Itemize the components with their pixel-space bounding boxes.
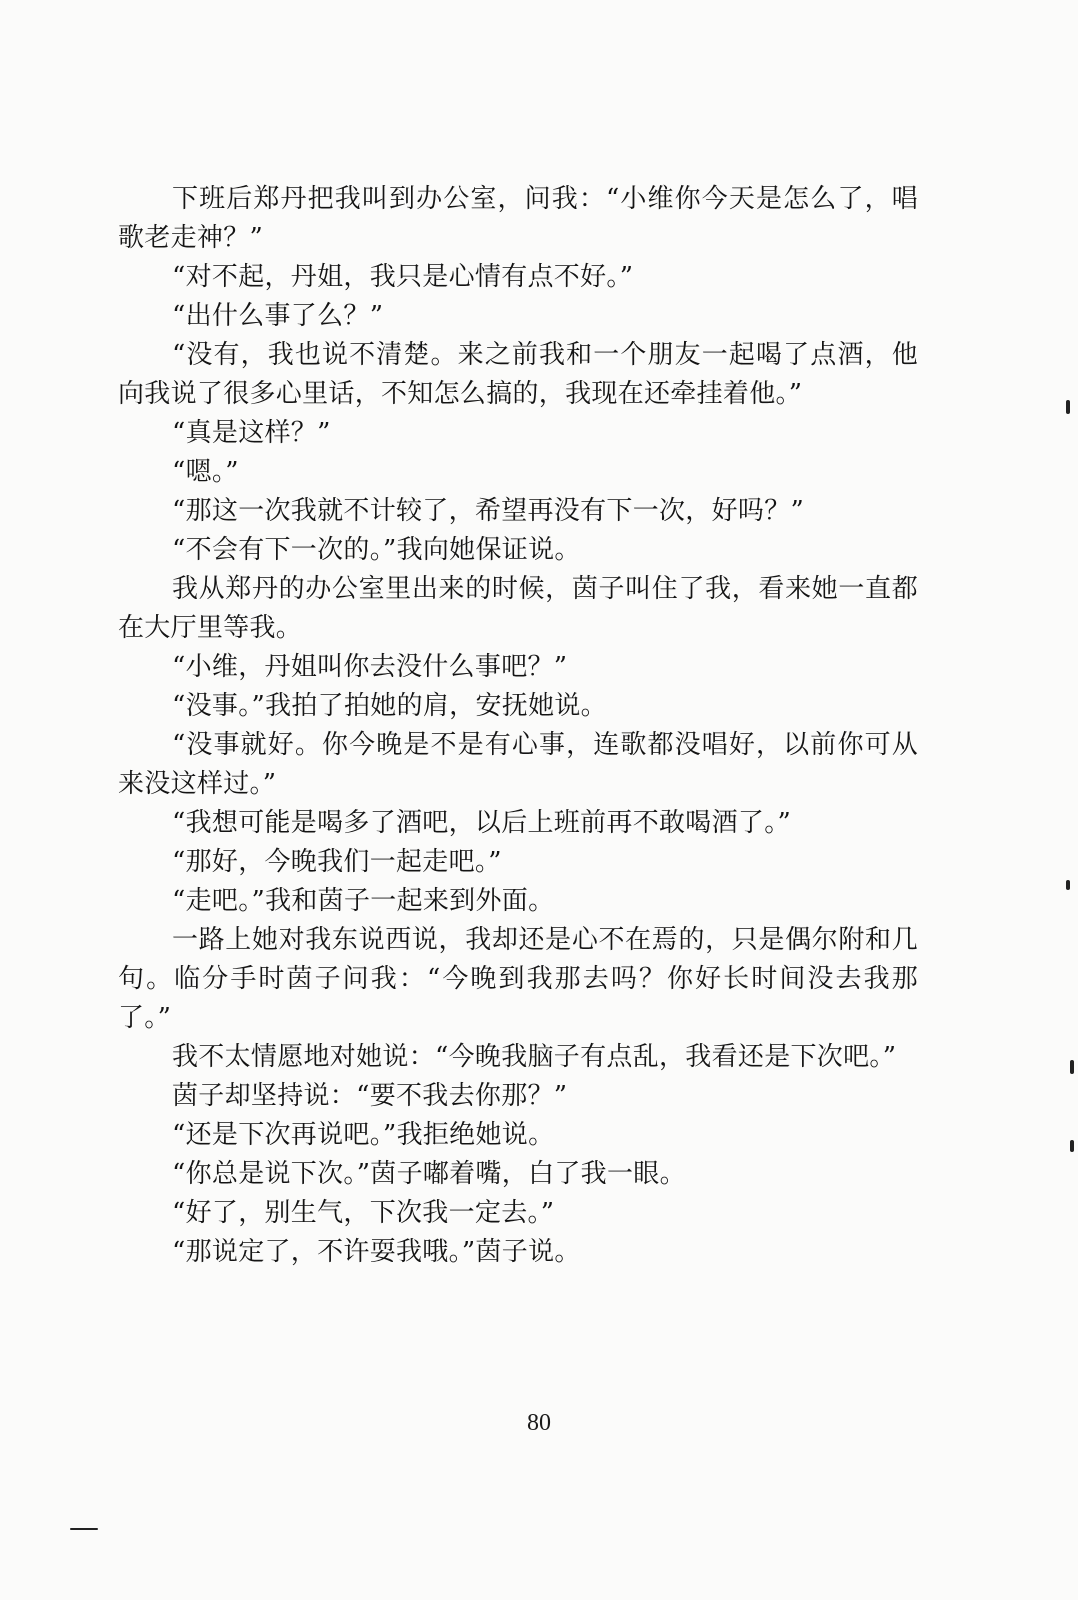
paragraph-20: “你总是说下次。”茵子嘟着嘴，白了我一眼。 — [172, 1159, 686, 1189]
scan-edge-mark — [1070, 1060, 1074, 1074]
paragraph-1: 下班后郑丹把我叫到办公室，问我：“小维你今天是怎么了，唱歌老走神？” — [118, 184, 918, 253]
scan-edge-mark — [1066, 400, 1070, 414]
paragraph-9: 我从郑丹的办公室里出来的时候，茵子叫住了我，看来她一直都在大厅里等我。 — [118, 574, 918, 643]
paragraph-6: “嗯。” — [172, 457, 239, 487]
paragraph-19: “还是下次再说吧。”我拒绝她说。 — [172, 1120, 555, 1150]
paragraph-10: “小维，丹姐叫你去没什么事吧？” — [172, 652, 568, 682]
page-text-body — [118, 180, 918, 1272]
paragraph-8: “不会有下一次的。”我向她保证说。 — [172, 535, 581, 565]
page-number: 80 — [527, 1410, 551, 1436]
paragraph-15: “走吧。”我和茵子一起来到外面。 — [172, 886, 555, 916]
paragraph-5: “真是这样？” — [172, 418, 331, 448]
paragraph-2: “对不起，丹姐，我只是心情有点不好。” — [172, 262, 634, 292]
scan-edge-mark — [1070, 1140, 1074, 1152]
paragraph-17: 我不太情愿地对她说：“今晚我脑子有点乱，我看还是下次吧。” — [172, 1042, 897, 1072]
paragraph-18: 茵子却坚持说：“要不我去你那？” — [172, 1081, 568, 1111]
paragraph-3: “出什么事了么？” — [172, 301, 384, 331]
paragraph-14: “那好，今晚我们一起走吧。” — [172, 847, 502, 877]
paragraph-21: “好了，别生气，下次我一定去。” — [172, 1198, 555, 1228]
paragraph-13: “我想可能是喝多了酒吧，以后上班前再不敢喝酒了。” — [172, 808, 792, 838]
paragraph-22: “那说定了，不许耍我哦。”茵子说。 — [172, 1237, 581, 1267]
paragraph-7: “那这一次我就不计较了，希望再没有下一次，好吗？” — [172, 496, 805, 526]
paragraph-16: 一路上她对我东说西说，我却还是心不在焉的，只是偶尔附和几句。临分手时茵子问我：“今晚到我那去吗？你好长时间没去我那了。” — [118, 925, 918, 1033]
scan-edge-mark — [1066, 880, 1070, 890]
paragraph-12: “没事就好。你今晚是不是有心事，连歌都没唱好，以前你可从来没这样过。” — [118, 730, 918, 799]
paragraph-11: “没事。”我拍了拍她的肩，安抚她说。 — [172, 691, 607, 721]
paragraph-4: “没有，我也说不清楚。来之前我和一个朋友一起喝了点酒，他向我说了很多心里话，不知怎么搞的，我现在还牵挂着他。” — [118, 340, 918, 409]
scan-edge-mark — [70, 1528, 98, 1530]
